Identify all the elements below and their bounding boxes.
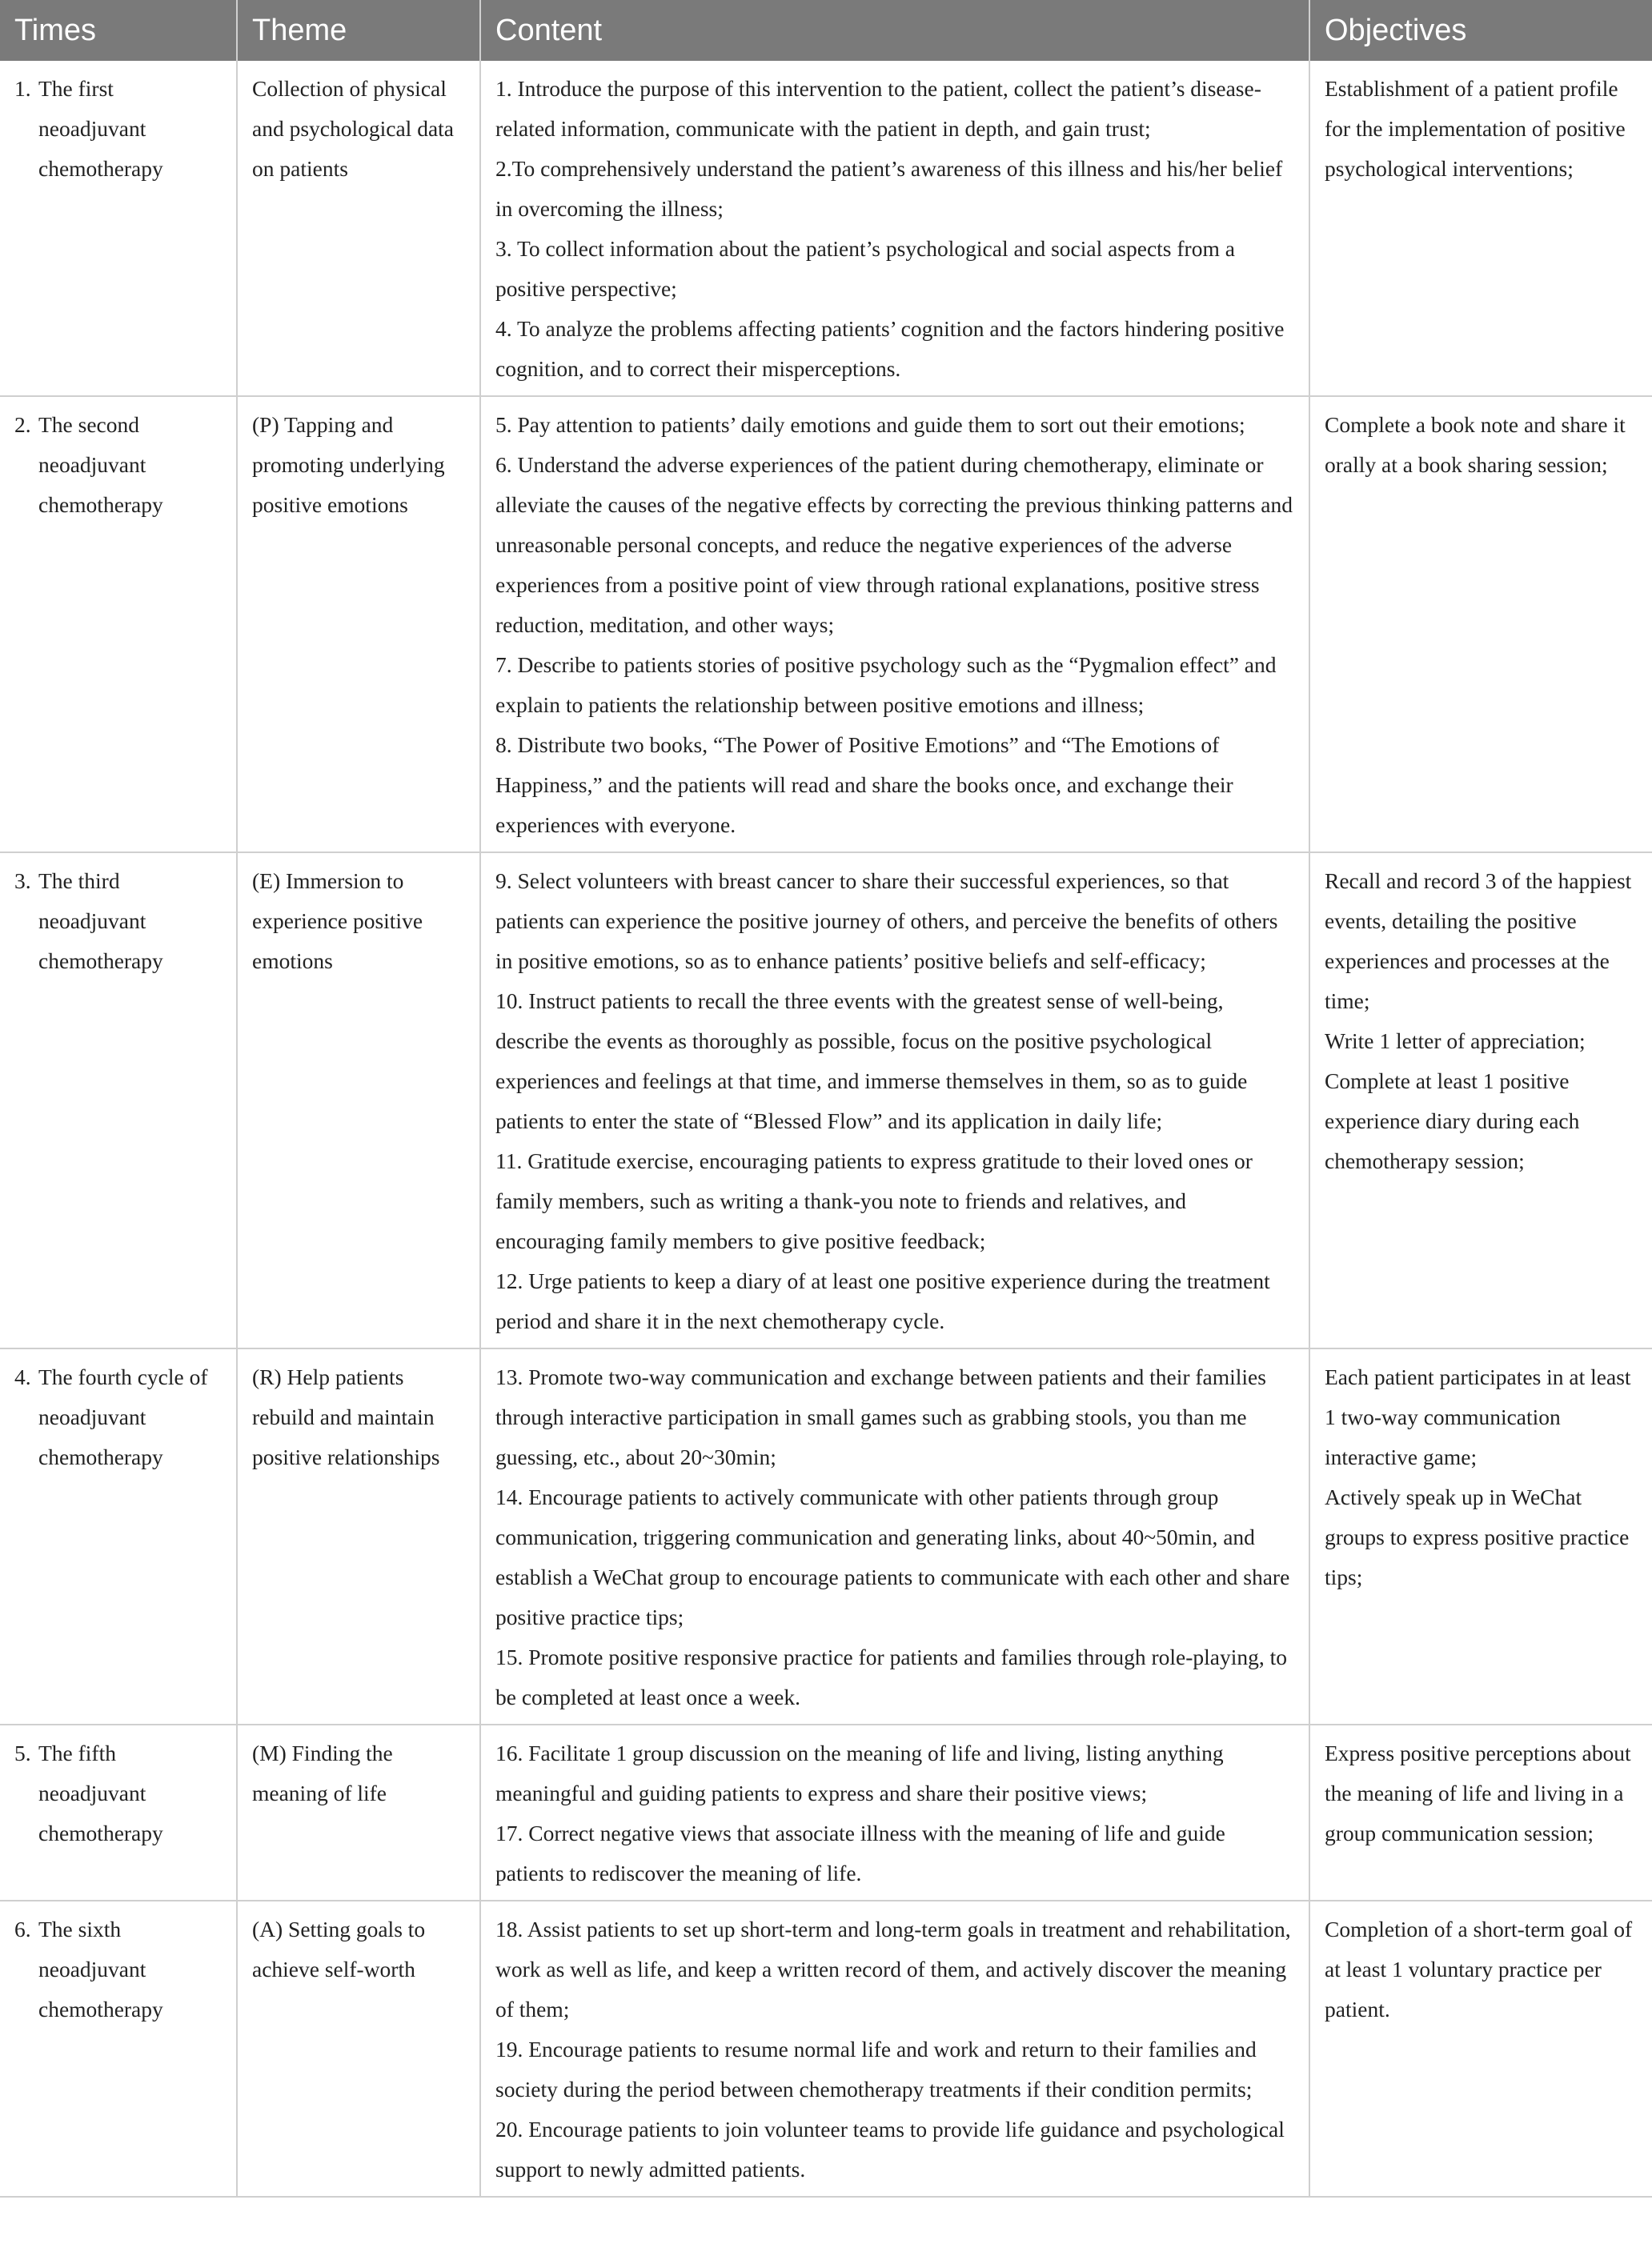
content-item: 5. Pay attention to patients’ daily emotions and guide them to sort out their emotions; [495, 412, 1245, 437]
content-item: 12. Urge patients to keep a diary of at least one positive experience during the treatment period and share it in the next chemotherapy cycle. [495, 1268, 1270, 1333]
content-cell [480, 396, 1309, 852]
objective-item: Complete at least 1 positive experience diary during each chemotherapy session; [1325, 1068, 1580, 1173]
theme-cell: (M) Finding the meaning of life [237, 1725, 480, 1901]
table-row [0, 61, 1652, 396]
times-text: The sixth neoadjuvant chemotherapy [38, 1917, 163, 2022]
header-theme: Theme [237, 0, 480, 61]
times-cell [0, 396, 237, 852]
table-row [0, 396, 1652, 852]
times-cell [0, 1348, 237, 1725]
objectives-cell [1309, 61, 1652, 396]
objective-item: Express positive perceptions about the meaning of life and living in a group communication session; [1325, 1741, 1631, 1845]
theme-cell: (R) Help patients rebuild and maintain positive relationships [237, 1348, 480, 1725]
content-item: 2.To comprehensively understand the patient’s awareness of this illness and his/her belief in overcoming the illness; [495, 156, 1283, 221]
times-text: The fifth neoadjuvant chemotherapy [38, 1741, 163, 1845]
objective-item: Write 1 letter of appreciation; [1325, 1028, 1586, 1053]
theme-cell: (P) Tapping and promoting underlying positive emotions [237, 396, 480, 852]
content-item: 9. Select volunteers with breast cancer to share their successful experiences, so that patients can experience the positive journey of others, and perceive the benefits of others in positive emotions, so as to enhance patients’ positive beliefs and self-efficacy; [495, 868, 1278, 973]
times-cell [0, 1901, 237, 2197]
objective-item: Complete a book note and share it orally at a book sharing session; [1325, 412, 1626, 477]
row-number: 1. [14, 76, 31, 101]
row-number: 5. [14, 1741, 31, 1765]
times-cell [0, 1725, 237, 1901]
theme-cell: Collection of physical and psychological data on patients [237, 61, 480, 396]
content-cell [480, 61, 1309, 396]
theme-cell: (A) Setting goals to achieve self-worth [237, 1901, 480, 2197]
times-text: The third neoadjuvant chemotherapy [38, 868, 163, 973]
content-cell [480, 852, 1309, 1348]
table-row [0, 1348, 1652, 1725]
times-cell [0, 852, 237, 1348]
content-cell [480, 1348, 1309, 1725]
table-row [0, 852, 1652, 1348]
content-item: 18. Assist patients to set up short-term and long-term goals in treatment and rehabilitation, work as well as life, and keep a written record of them, and actively discover the meaning of them; [495, 1917, 1291, 2022]
times-text: The first neoadjuvant chemotherapy [38, 76, 163, 181]
content-item: 4. To analyze the problems affecting patients’ cognition and the factors hindering positive cognition, and to correct their misperceptions. [495, 316, 1285, 381]
content-item: 15. Promote positive responsive practice for patients and families through role-playing, to be completed at least once a week. [495, 1645, 1287, 1709]
content-item: 11. Gratitude exercise, encouraging patients to express gratitude to their loved ones or family members, such as writing a thank-you note to friends and relatives, and encouraging family members to give positive feedback; [495, 1148, 1253, 1253]
objectives-cell [1309, 1725, 1652, 1901]
content-item: 20. Encourage patients to join volunteer teams to provide life guidance and psychological support to newly admitted patients. [495, 2117, 1285, 2182]
content-item: 13. Promote two-way communication and exchange between patients and their families through interactive participation in small games such as grabbing stools, you than me guessing, etc., about 20~30min; [495, 1364, 1266, 1469]
content-item: 19. Encourage patients to resume normal life and work and return to their families and society during the period between chemotherapy treatments if their condition permits; [495, 2037, 1257, 2102]
objectives-cell [1309, 852, 1652, 1348]
table-row [0, 1901, 1652, 2197]
objective-item: Each patient participates in at least 1 two-way communication interactive game; [1325, 1364, 1631, 1469]
row-number: 4. [14, 1364, 31, 1389]
objective-item: Actively speak up in WeChat groups to express positive practice tips; [1325, 1485, 1630, 1589]
row-number: 2. [14, 412, 31, 437]
content-cell [480, 1725, 1309, 1901]
row-number: 3. [14, 868, 31, 893]
header-row [0, 0, 1652, 61]
times-text: The fourth cycle of neoadjuvant chemotherapy [38, 1364, 208, 1469]
content-item: 14. Encourage patients to actively communicate with other patients through group communication, triggering communication and generating links, about 40~50min, and establish a WeChat group to encourage patients to communicate with each other and share positive practice tips; [495, 1485, 1290, 1629]
objective-item: Completion of a short-term goal of at least 1 voluntary practice per patient. [1325, 1917, 1633, 2022]
theme-cell: (E) Immersion to experience positive emotions [237, 852, 480, 1348]
content-item: 10. Instruct patients to recall the three events with the greatest sense of well-being, describe the events as thoroughly as possible, focus on the positive psychological experiences and feelings at that time, and immerse themselves in them, so as to guide patients to enter the state of “Blessed Flow” and its application in daily life; [495, 988, 1248, 1133]
objectives-cell [1309, 1901, 1652, 2197]
objective-item: Establishment of a patient profile for the implementation of positive psychological interventions; [1325, 76, 1626, 181]
content-cell [480, 1901, 1309, 2197]
objectives-cell [1309, 396, 1652, 852]
objective-item: Recall and record 3 of the happiest events, detailing the positive experiences and processes at the time; [1325, 868, 1632, 1013]
content-item: 8. Distribute two books, “The Power of Positive Emotions” and “The Emotions of Happiness,” and the patients will read and share the books once, and exchange their experiences with everyone. [495, 732, 1233, 837]
content-item: 7. Describe to patients stories of positive psychology such as the “Pygmalion effect” and explain to patients the relationship between positive emotions and illness; [495, 652, 1277, 717]
header-content: Content [480, 0, 1309, 61]
content-item: 16. Facilitate 1 group discussion on the meaning of life and living, listing anything meaningful and guiding patients to express and share their positive views; [495, 1741, 1224, 1805]
header-times: Times [0, 0, 237, 61]
header-objectives: Objectives [1309, 0, 1652, 61]
content-item: 3. To collect information about the patient’s psychological and social aspects from a positive perspective; [495, 236, 1235, 301]
times-text: The second neoadjuvant chemotherapy [38, 412, 163, 517]
times-cell [0, 61, 237, 396]
content-item: 17. Correct negative views that associate illness with the meaning of life and guide patients to rediscover the meaning of life. [495, 1821, 1225, 1885]
objectives-cell [1309, 1348, 1652, 1725]
content-item: 1. Introduce the purpose of this intervention to the patient, collect the patient’s disease-related information, communicate with the patient in depth, and gain trust; [495, 76, 1261, 141]
content-item: 6. Understand the adverse experiences of the patient during chemotherapy, eliminate or alleviate the causes of the negative effects by correcting the previous thinking patterns and unreasonable personal concepts, and reduce the negative experiences of the adverse experiences from a positive point of view through rational explanations, positive stress reduction, meditation, and other ways; [495, 452, 1293, 637]
table-body [0, 61, 1652, 2197]
table-row [0, 1725, 1652, 1901]
row-number: 6. [14, 1917, 31, 1941]
